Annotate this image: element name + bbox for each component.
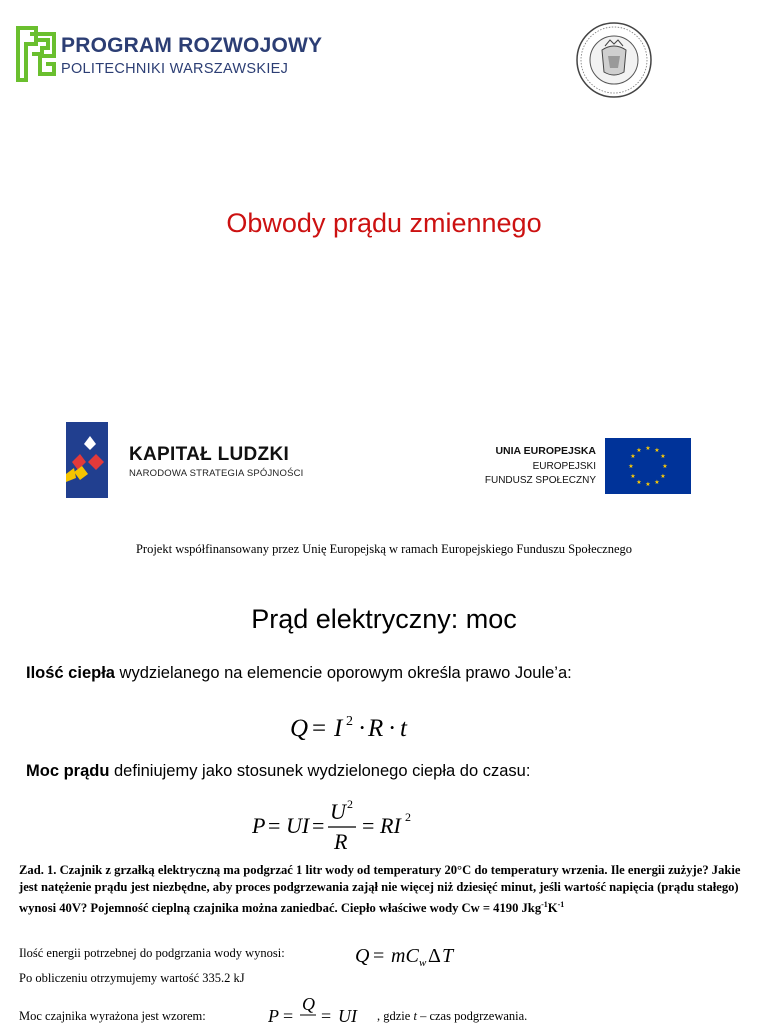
svg-text:★: ★ xyxy=(645,445,651,452)
svg-text:2: 2 xyxy=(405,810,411,824)
energy-label: Ilość energii potrzebnej do podgrzania wody wynosi: xyxy=(19,946,285,960)
svg-text:=: = xyxy=(321,1006,332,1026)
svg-text:P: P xyxy=(268,1006,279,1026)
svg-text:2: 2 xyxy=(347,797,353,811)
svg-text:P: P xyxy=(252,813,266,838)
svg-text:RI: RI xyxy=(380,813,401,838)
eu-line3: FUNDUSZ SPOŁECZNY xyxy=(484,475,596,486)
svg-text:=: = xyxy=(312,813,325,838)
svg-text:★: ★ xyxy=(660,473,666,480)
moc-note-a: , gdzie xyxy=(377,1009,414,1023)
svg-text:U: U xyxy=(330,799,346,824)
task-sup2: -1 xyxy=(557,900,565,909)
kapital-ludzki-logo xyxy=(66,422,326,498)
page-title: Obwody prądu zmiennego xyxy=(226,208,542,238)
power-equation xyxy=(252,795,442,855)
svg-text:Q: Q xyxy=(355,945,370,967)
kapital-ludzki-name: KAPITAŁ LUDZKI xyxy=(129,444,290,465)
moc-equation xyxy=(268,996,368,1026)
svg-text:★: ★ xyxy=(654,447,660,454)
svg-text:★: ★ xyxy=(636,447,642,454)
power-bold: Moc prądu xyxy=(26,762,110,780)
svg-text:=: = xyxy=(362,813,375,838)
svg-text:R: R xyxy=(368,715,384,742)
svg-text:★: ★ xyxy=(630,473,636,480)
svg-text:★: ★ xyxy=(660,453,666,460)
project-cofinancing-note: Projekt współfinansowany przez Unię Europejską w ramach Europejskiego Funduszu Społecznego xyxy=(135,542,633,556)
svg-text:=: = xyxy=(312,715,327,742)
kapital-ludzki-flag-icon xyxy=(66,422,108,498)
svg-text:=: = xyxy=(373,945,385,967)
svg-text:★: ★ xyxy=(630,453,636,460)
program-title-line2: POLITECHNIKI WARSZAWSKIEJ xyxy=(61,61,289,77)
svg-text:R: R xyxy=(334,829,348,854)
task-sup1: -1 xyxy=(541,900,548,909)
energy-equation xyxy=(355,940,475,970)
svg-text:★: ★ xyxy=(628,463,634,470)
heat-bold: Ilość ciepła xyxy=(26,664,115,682)
svg-text:Q: Q xyxy=(290,715,309,742)
svg-text:★: ★ xyxy=(645,481,651,488)
moc-note-t: t xyxy=(413,1009,417,1023)
kapital-ludzki-subtitle: NARODOWA STRATEGIA SPÓJNOŚCI xyxy=(129,468,304,479)
eu-flag-icon xyxy=(605,438,691,494)
moc-note-b: – czas podgrzewania. xyxy=(416,1009,528,1023)
task-text: Zad. 1. Czajnik z grzałką elektryczną ma podgrzać 1 litr wody od temperatury 20°C do temperatury wrzenia. Ile energii zużyje? Jakie jest natężenie prądu jest niezbędne, aby proces podgrzewania zajął nie więcej niż dziesięć minut, jeśli wartość napięcia (prądu stałego) wynosi 40V? Pojemność cieplną czajnika można zaniedbać. Ciepło właściwe wody Cw = 4190 Jkg xyxy=(19,863,741,916)
power-rest: definiujemy jako stosunek wydzielonego ciepła do czasu: xyxy=(109,762,531,780)
section-title: Prąd elektryczny: moc xyxy=(251,604,517,634)
moc-label: Moc czajnika wyrażona jest wzorem: xyxy=(19,1009,206,1023)
eu-logo-block xyxy=(470,437,696,497)
svg-text:UI: UI xyxy=(338,1006,357,1026)
svg-text:=: = xyxy=(268,813,281,838)
svg-text:w: w xyxy=(419,957,427,969)
svg-text:2: 2 xyxy=(346,714,353,729)
heat-definition-line xyxy=(26,664,572,683)
eu-line2: EUROPEJSKI xyxy=(532,461,596,472)
svg-text:I: I xyxy=(334,715,343,742)
svg-text:mC: mC xyxy=(391,945,419,967)
program-logo-icon xyxy=(14,24,58,84)
svg-text:Δ: Δ xyxy=(428,945,441,967)
svg-text:★: ★ xyxy=(636,479,642,486)
svg-text:★: ★ xyxy=(662,463,668,470)
svg-text:★: ★ xyxy=(654,479,660,486)
calc-result: Po obliczeniu otrzymujemy wartość 335.2 kJ xyxy=(19,971,245,985)
heat-rest: wydzielanego na elemencie oporowym określa prawo Joule’a: xyxy=(114,664,572,682)
moc-note xyxy=(377,1009,527,1024)
svg-text:UI: UI xyxy=(286,813,310,838)
svg-text:·: · xyxy=(388,715,397,742)
joule-law-equation xyxy=(290,708,430,748)
program-title-line1: PROGRAM ROZWOJOWY xyxy=(61,34,323,57)
program-rozwojowy-logo xyxy=(14,24,334,84)
university-seal-icon xyxy=(574,20,654,100)
task-unit-k: K xyxy=(547,901,558,916)
task-1-text xyxy=(19,862,757,917)
svg-text:=: = xyxy=(283,1006,294,1026)
svg-text:Q: Q xyxy=(302,996,315,1014)
svg-text:T: T xyxy=(442,945,454,967)
eu-line1: UNIA EUROPEJSKA xyxy=(495,445,596,457)
svg-text:t: t xyxy=(400,715,407,742)
svg-text:·: · xyxy=(358,715,367,742)
power-definition-line xyxy=(26,762,530,781)
